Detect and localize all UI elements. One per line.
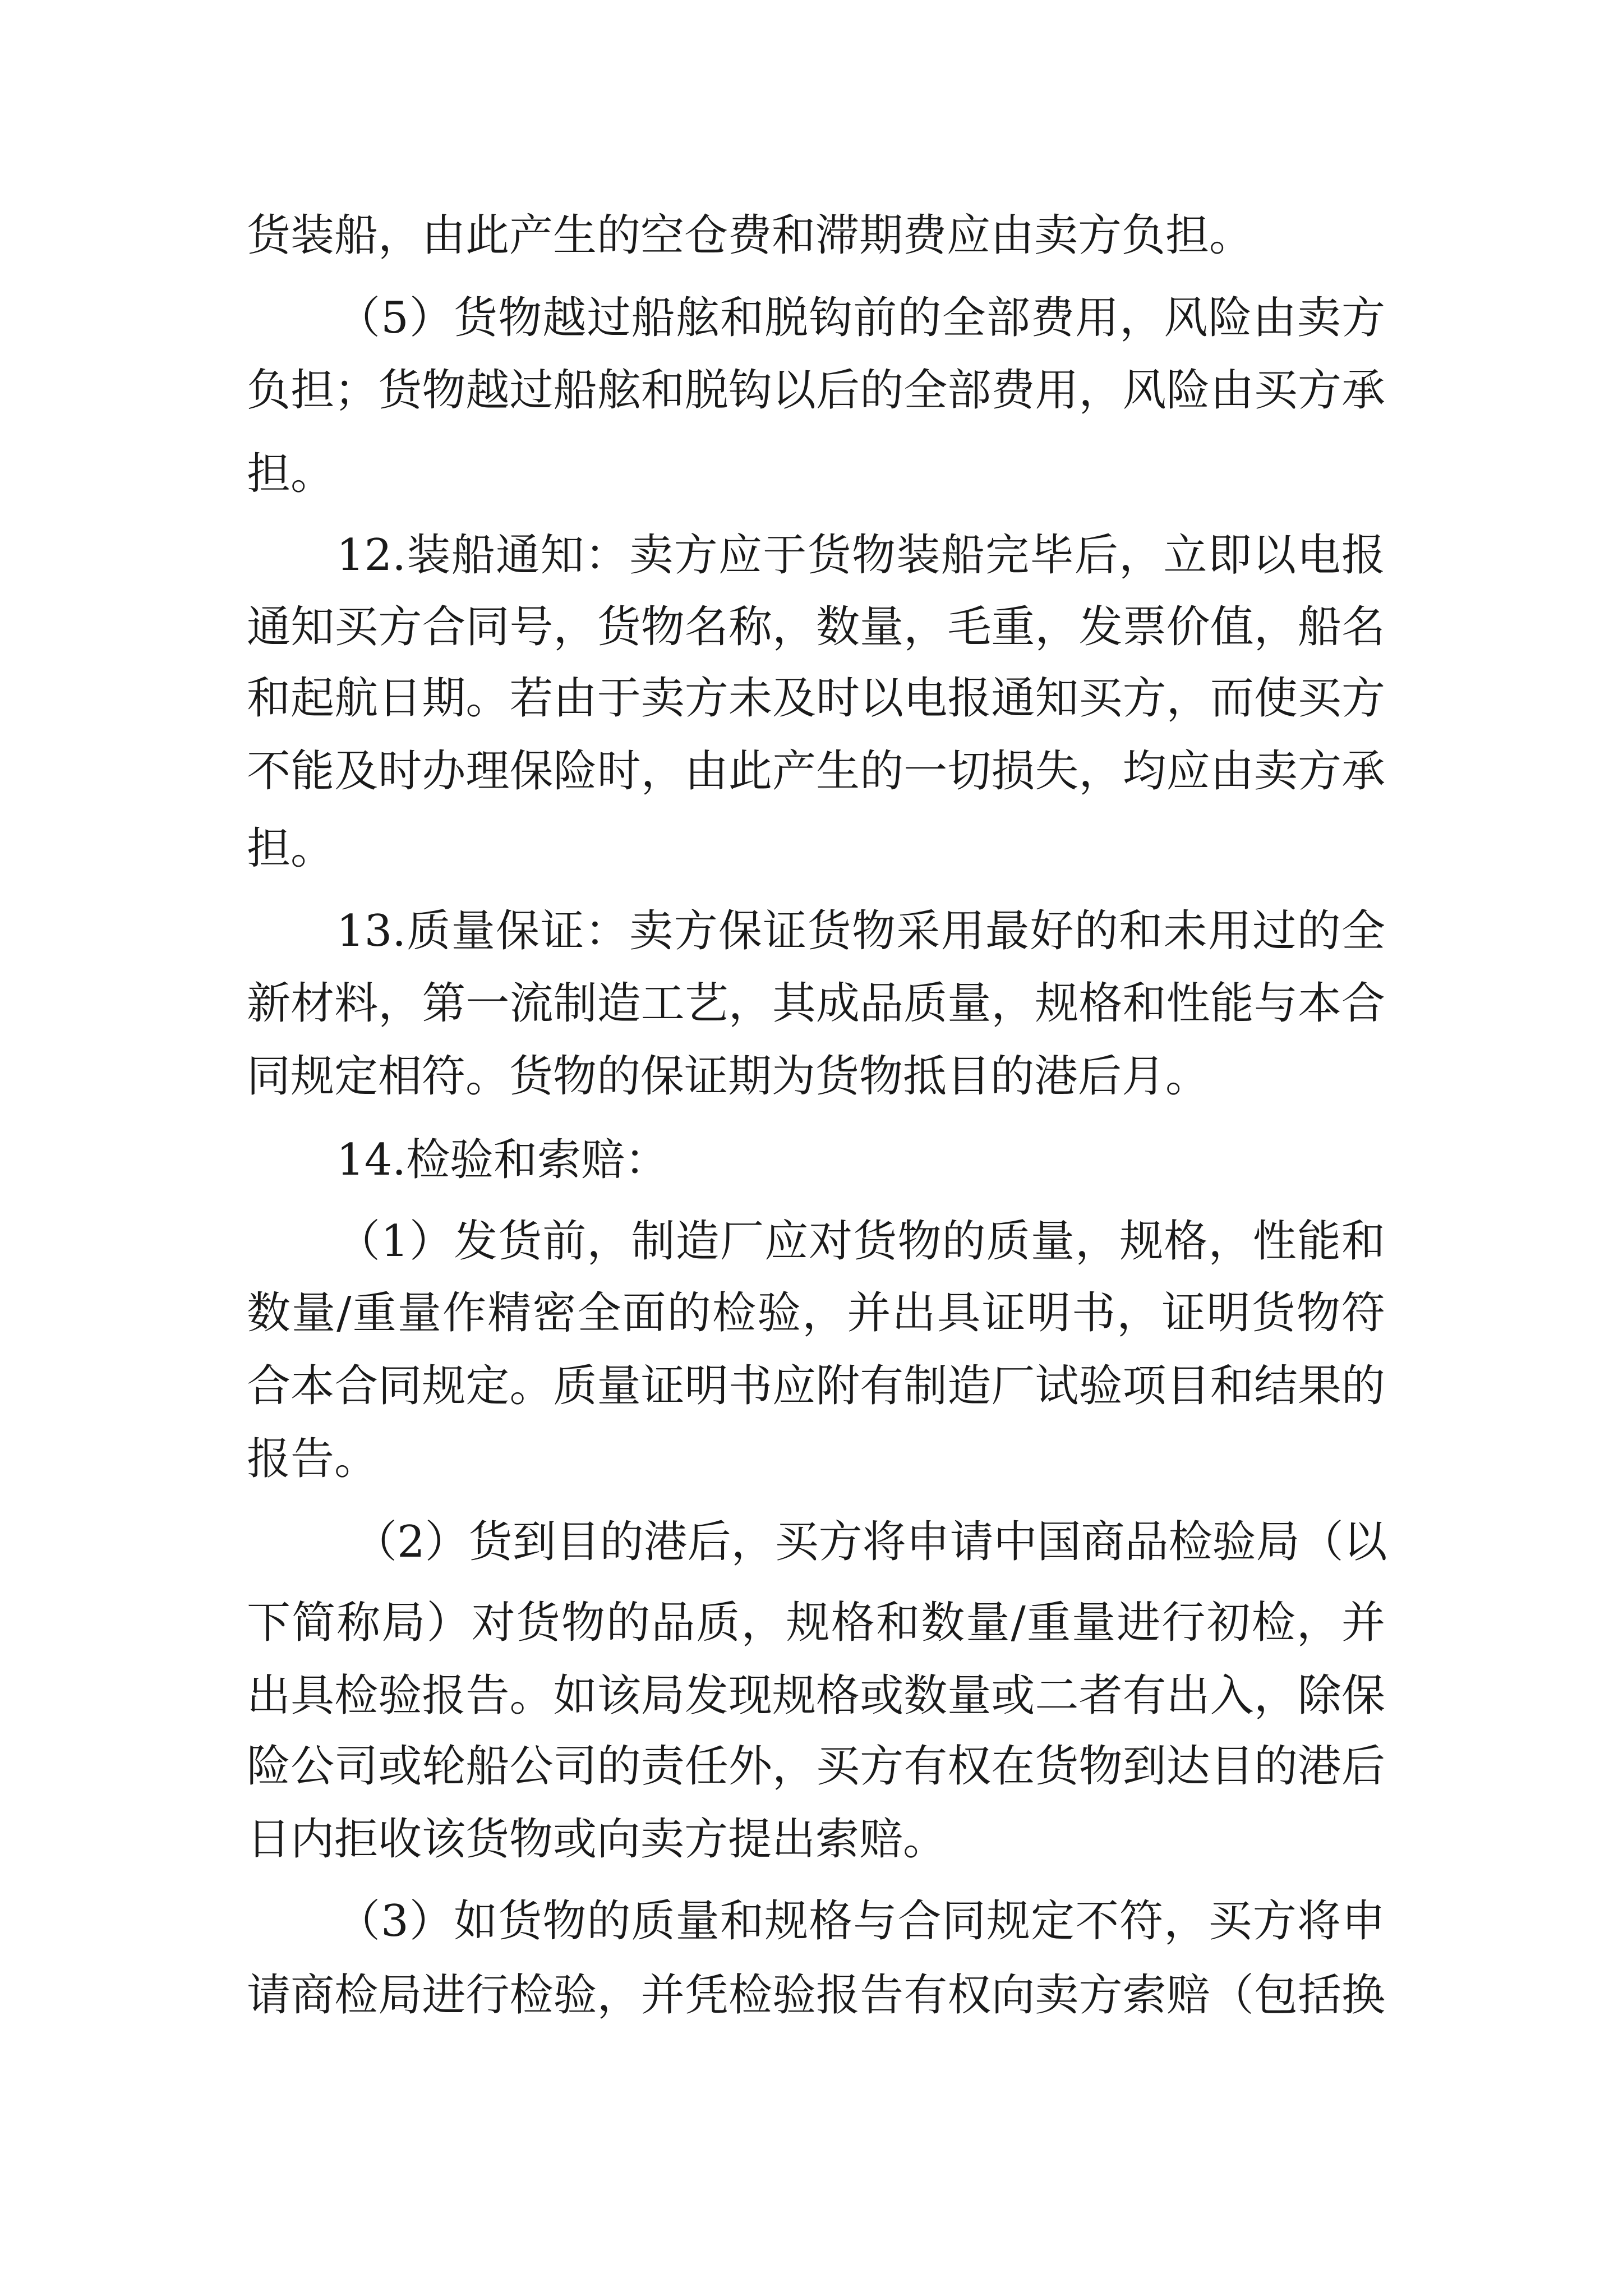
text-line-content: （3）如货物的质量和规格与合同规定不符，买方将申 [336,1896,1385,1947]
text-line-content: 14.检验和索赔： [336,1135,669,1185]
text-line [247,740,1623,802]
paragraph-3-start [336,1890,1623,1952]
clause-14-heading [336,1129,1623,1191]
paragraph-1-start [336,1211,1623,1272]
text-line [247,1736,1623,1797]
clause-12-heading [336,524,1623,586]
text-line [247,205,1623,266]
text-line-content: 和起航日期。若由于卖方未及时以电报通知买方，而使买方 [247,673,1385,724]
text-line [247,1592,1623,1654]
text-line-content: 同规定相符。货物的保证期为货物抵目的港后月。 [247,1051,1210,1102]
text-line-content: 出具检验报告。如该局发现规格或数量或二者有出入，除保 [247,1671,1385,1721]
text-line [247,1282,1623,1344]
text-line-content: 12.装船通知：卖方应于货物装船完毕后，立即以电报 [336,530,1385,581]
text-line-content: 通知买方合同号，货物名称，数量，毛重，发票价值，船名 [247,602,1385,652]
text-line [247,1428,1623,1490]
text-line [247,443,1623,505]
text-line-content: 货装船，由此产生的空仓费和滞期费应由卖方负担。 [247,210,1253,261]
clause-13-heading [336,900,1623,962]
text-line [247,1665,1623,1727]
paragraph-2-start [353,1511,1623,1573]
text-line-content: 报告。 [247,1434,379,1484]
text-line-content: 不能及时办理保险时，由此产生的一切损失，均应由卖方承 [247,746,1385,797]
text-line-content: 担。 [247,823,335,874]
text-line [247,1809,1623,1870]
text-line-content: 险公司或轮船公司的责任外，买方有权在货物到达目的港后 [247,1741,1385,1792]
text-line-content: 担。 [247,449,335,499]
text-line [247,1046,1623,1107]
text-line-content: 日内拒收该货物或向卖方提出索赔。 [247,1814,947,1865]
text-line-content: 13.质量保证：卖方保证货物采用最好的和未用过的全 [336,906,1385,956]
text-line [247,1964,1623,2026]
text-line [247,1355,1623,1417]
text-line-content: （1）发货前，制造厂应对货物的质量，规格，性能和 [336,1216,1385,1267]
text-line [247,596,1623,658]
text-line-content: 负担；货物越过船舷和脱钩以后的全部费用，风险由买方承 [247,365,1385,416]
text-line-content: 请商检局进行检验，并凭检验报告有权向卖方索赔（包括换 [247,1970,1385,2021]
text-line [247,668,1623,729]
text-line-content: 数量/重量作精密全面的检验，并出具证明书，证明货物符 [247,1288,1385,1338]
text-line-content: 新材料，第一流制造工艺，其成品质量，规格和性能与本合 [247,978,1385,1029]
text-line-content: （2）货到目的港后，买方将申请中国商品检验局（以 [353,1517,1387,1567]
text-line-content: （5）货物越过船舷和脱钩前的全部费用，风险由卖方 [336,293,1385,343]
text-line [247,360,1623,421]
paragraph-5-start [336,287,1623,349]
text-line-content: 下简称局）对货物的品质，规格和数量/重量进行初检，并 [247,1598,1385,1648]
text-line-content: 合本合同规定。质量证明书应附有制造厂试验项目和结果的 [247,1361,1385,1411]
text-line [247,818,1623,880]
text-line [247,973,1623,1034]
